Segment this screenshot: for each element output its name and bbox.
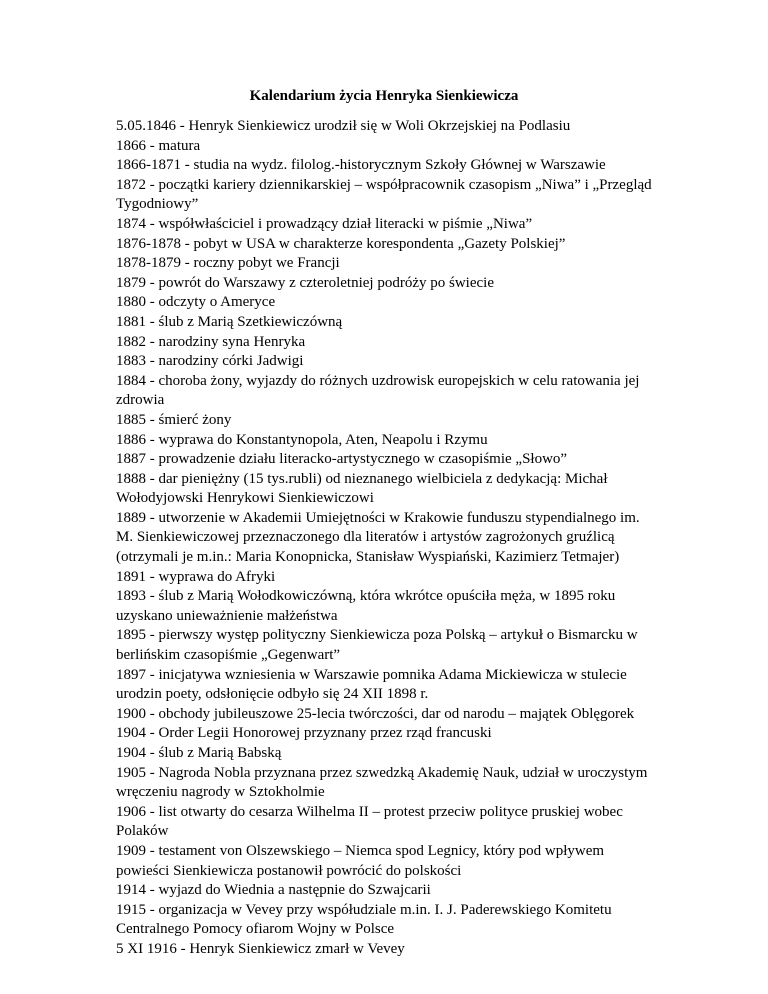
timeline-entry: 1883 - narodziny córki Jadwigi <box>116 353 304 370</box>
timeline-entry: 1909 - testament von Olszewskiego – Niemca spod Legnicy, który pod wpływem powieści Sienkiewicza postanowił powrócić do polskości <box>116 842 605 879</box>
timeline-entry: 1882 - narodziny syna Henryka <box>116 333 306 350</box>
document-title: Kalendarium życia Henryka Sienkiewicza <box>249 88 519 104</box>
timeline-entry: 1897 - inicjatywa wzniesienia w Warszawie pomnika Adama Mickiewicza w stulecie urodzin poety, odsłonięcie odbyło się 24 XII 1898 r. <box>116 666 627 703</box>
timeline-entry: 1872 - początki kariery dziennikarskiej – współpracownik czasopism „Niwa” i „Przegląd Tygodniowy” <box>116 176 652 213</box>
timeline-entry: 1889 - utworzenie w Akademii Umiejętności w Krakowie funduszu stypendialnego im. M. Sienkiewiczowej przeznaczonego dla literatów i artystów zagrożonych gruźlicą (otrzymali je m.in.: Maria Konopnicka, Stanisław Wyspiański, Kazimierz Tetmajer) <box>116 509 640 566</box>
timeline-entry: 1900 - obchody jubileuszowe 25-lecia twórczości, dar od narodu – majątek Oblęgorek <box>116 705 635 722</box>
timeline-entry: 1874 - współwłaściciel i prowadzący dział literacki w piśmie „Niwa” <box>116 215 533 232</box>
timeline-entry: 5 XI 1916 - Henryk Sienkiewicz zmarł w Vevey <box>116 940 405 957</box>
timeline-entry: 1876-1878 - pobyt w USA w charakterze korespondenta „Gazety Polskiej” <box>116 235 566 252</box>
timeline-entry: 1888 - dar pieniężny (15 tys.rubli) od nieznanego wielbiciela z dedykacją: Michał Wołodyjowski Henrykowi Sienkiewiczowi <box>116 470 608 507</box>
timeline-entry: 1895 - pierwszy występ polityczny Sienkiewicza poza Polską – artykuł o Bismarcku w berlińskim czasopiśmie „Gegenwart” <box>116 627 638 664</box>
timeline-entry: 1881 - ślub z Marią Szetkiewiczówną <box>116 313 343 330</box>
timeline-entry: 1866 - matura <box>116 137 201 154</box>
timeline-entry: 1914 - wyjazd do Wiednia a następnie do Szwajcarii <box>116 882 431 899</box>
timeline-entry: 1866-1871 - studia na wydz. filolog.-historycznym Szkoły Głównej w Warszawie <box>116 157 606 174</box>
timeline-entry: 1893 - ślub z Marią Wołodkowiczówną, która wkrótce opuściła męża, w 1895 roku uzyskano unieważnienie małżeństwa <box>116 588 616 624</box>
timeline-entry: 1905 - Nagroda Nobla przyznana przez szwedzką Akademię Nauk, udział w uroczystym wręczeniu nagrody w Sztokholmie <box>116 764 648 801</box>
timeline-entry: 5.05.1846 - Henryk Sienkiewicz urodził się w Woli Okrzejskiej na Podlasiu <box>116 118 571 134</box>
timeline-entry: 1891 - wyprawa do Afryki <box>116 568 276 585</box>
timeline-entry: 1885 - śmierć żony <box>116 411 232 428</box>
timeline-entry: 1904 - ślub z Marią Babską <box>116 745 282 761</box>
timeline-entry: 1904 - Order Legii Honorowej przyznany przez rząd francuski <box>116 725 492 742</box>
timeline-entry: 1886 - wyprawa do Konstantynopola, Aten, Neapolu i Rzymu <box>116 431 488 448</box>
timeline-entry: 1906 - list otwarty do cesarza Wilhelma II – protest przeciw polityce pruskiej wobec Polaków <box>116 803 623 840</box>
timeline-list <box>116 117 652 960</box>
timeline-entry: 1880 - odczyty o Ameryce <box>116 294 276 311</box>
timeline-entry: 1884 - choroba żony, wyjazdy do różnych uzdrowisk europejskich w celu ratowania jej zdrowia <box>116 372 640 409</box>
timeline-entry: 1878-1879 - roczny pobyt we Francji <box>116 255 340 272</box>
timeline-entry: 1887 - prowadzenie działu literacko-artystycznego w czasopiśmie „Słowo” <box>116 451 568 468</box>
timeline-entry: 1915 - organizacja w Vevey przy współudziale m.in. I. J. Paderewskiego Komitetu Centralnego Pomocy ofiarom Wojny w Polsce <box>116 901 612 938</box>
timeline-entry: 1879 - powrót do Warszawy z czteroletniej podróży po świecie <box>116 274 494 291</box>
